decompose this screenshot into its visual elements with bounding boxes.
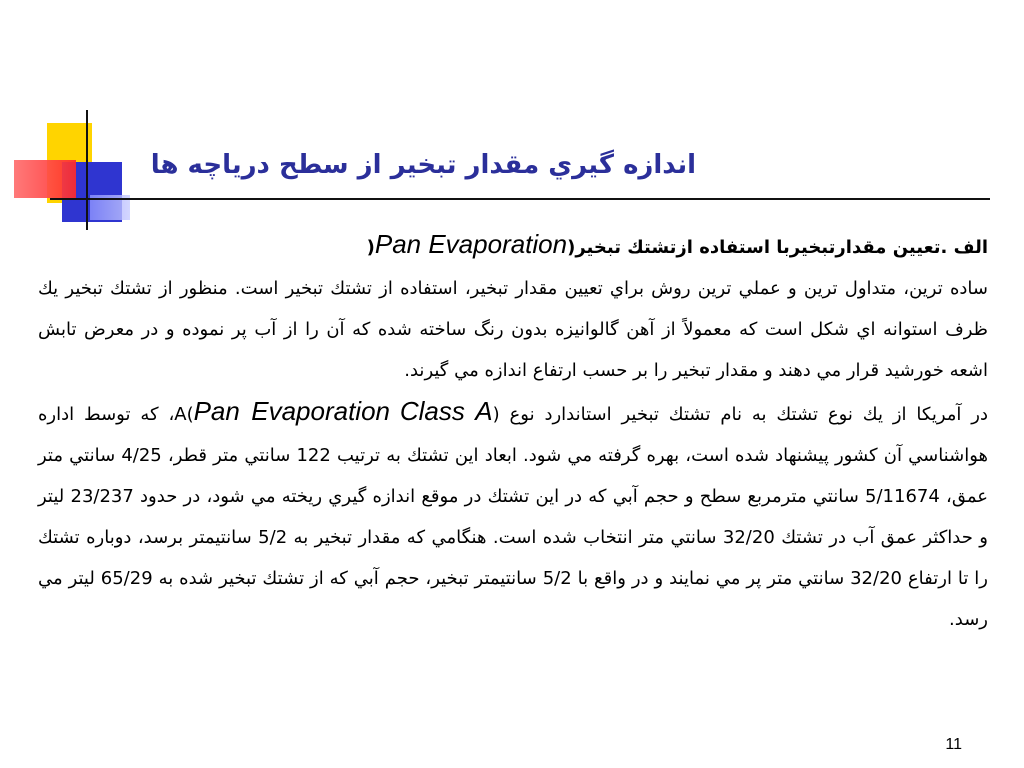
decor-red-square bbox=[14, 160, 76, 198]
para2-prefix: در آمريكا از يك نوع تشتك به نام تشتك تبخير استاندارد نوع A( bbox=[174, 404, 988, 425]
decor-vertical-line bbox=[86, 110, 88, 230]
para2-mid bbox=[390, 404, 400, 425]
slide-body bbox=[38, 224, 988, 720]
heading-prefix: الف .تعيين مقدارتبخيربا استفاده ازتشتك تبخير( bbox=[567, 237, 988, 258]
heading-latin: Pan Evaporation bbox=[374, 229, 568, 259]
heading-suffix: ( bbox=[366, 237, 375, 258]
para2-rest: )، كه توسط اداره هواشناسي آن كشور پيشنهاد شده است، بهره گرفته مي شود. ابعاد اين تشتك به ترتيب 122 سانتي متر قطر، 4/25 سانتي متر عمق، 5/11674 سانتي مترمربع سطح و حجم آبي كه در اين تشتك در موقع اندازه گيري ريخته مي شود، در حدود 23/237 ليتر و حداكثر عمق آب در تشتك 32/20 سانتي متر انتخاب شده است. هنگامي كه مقدار تبخير به 5/2 سانتيمتر برسد، دوباره تشتك را تا ارتفاع 32/20 سانتي متر پر مي نمايند و در واقع با 5/2 سانتيمتر تبخير، حجم آبي كه از تشتك تبخير شده به 65/29 ليتر مي رسد. bbox=[38, 404, 988, 630]
paragraph-1: ساده ترين، متداول ترين و عملي ترين روش براي تعيين مقدار تبخير، استفاده از تشتك تبخير است. منظور از تشتك تبخير يك ظرف استوانه اي شكل است كه معمولاً از آهن گالوانيزه بدون رنگ ساخته شده كه آن را از آب پر نموده و در معرض تابش اشعه خورشيد قرار مي دهند و مقدار تبخير را بر حسب ارتفاع اندازه مي گيرند. bbox=[38, 278, 988, 381]
heading-line bbox=[38, 224, 988, 268]
paragraph-2 bbox=[38, 391, 988, 640]
para2-latin2: Class A bbox=[399, 396, 493, 426]
title-underline bbox=[50, 198, 990, 200]
slide-title: اندازه گيري مقدار تبخير از سطح درياچه ها bbox=[150, 150, 696, 180]
page-number: 11 bbox=[945, 736, 962, 753]
para2-latin1: Pan Evaporation bbox=[193, 396, 390, 426]
